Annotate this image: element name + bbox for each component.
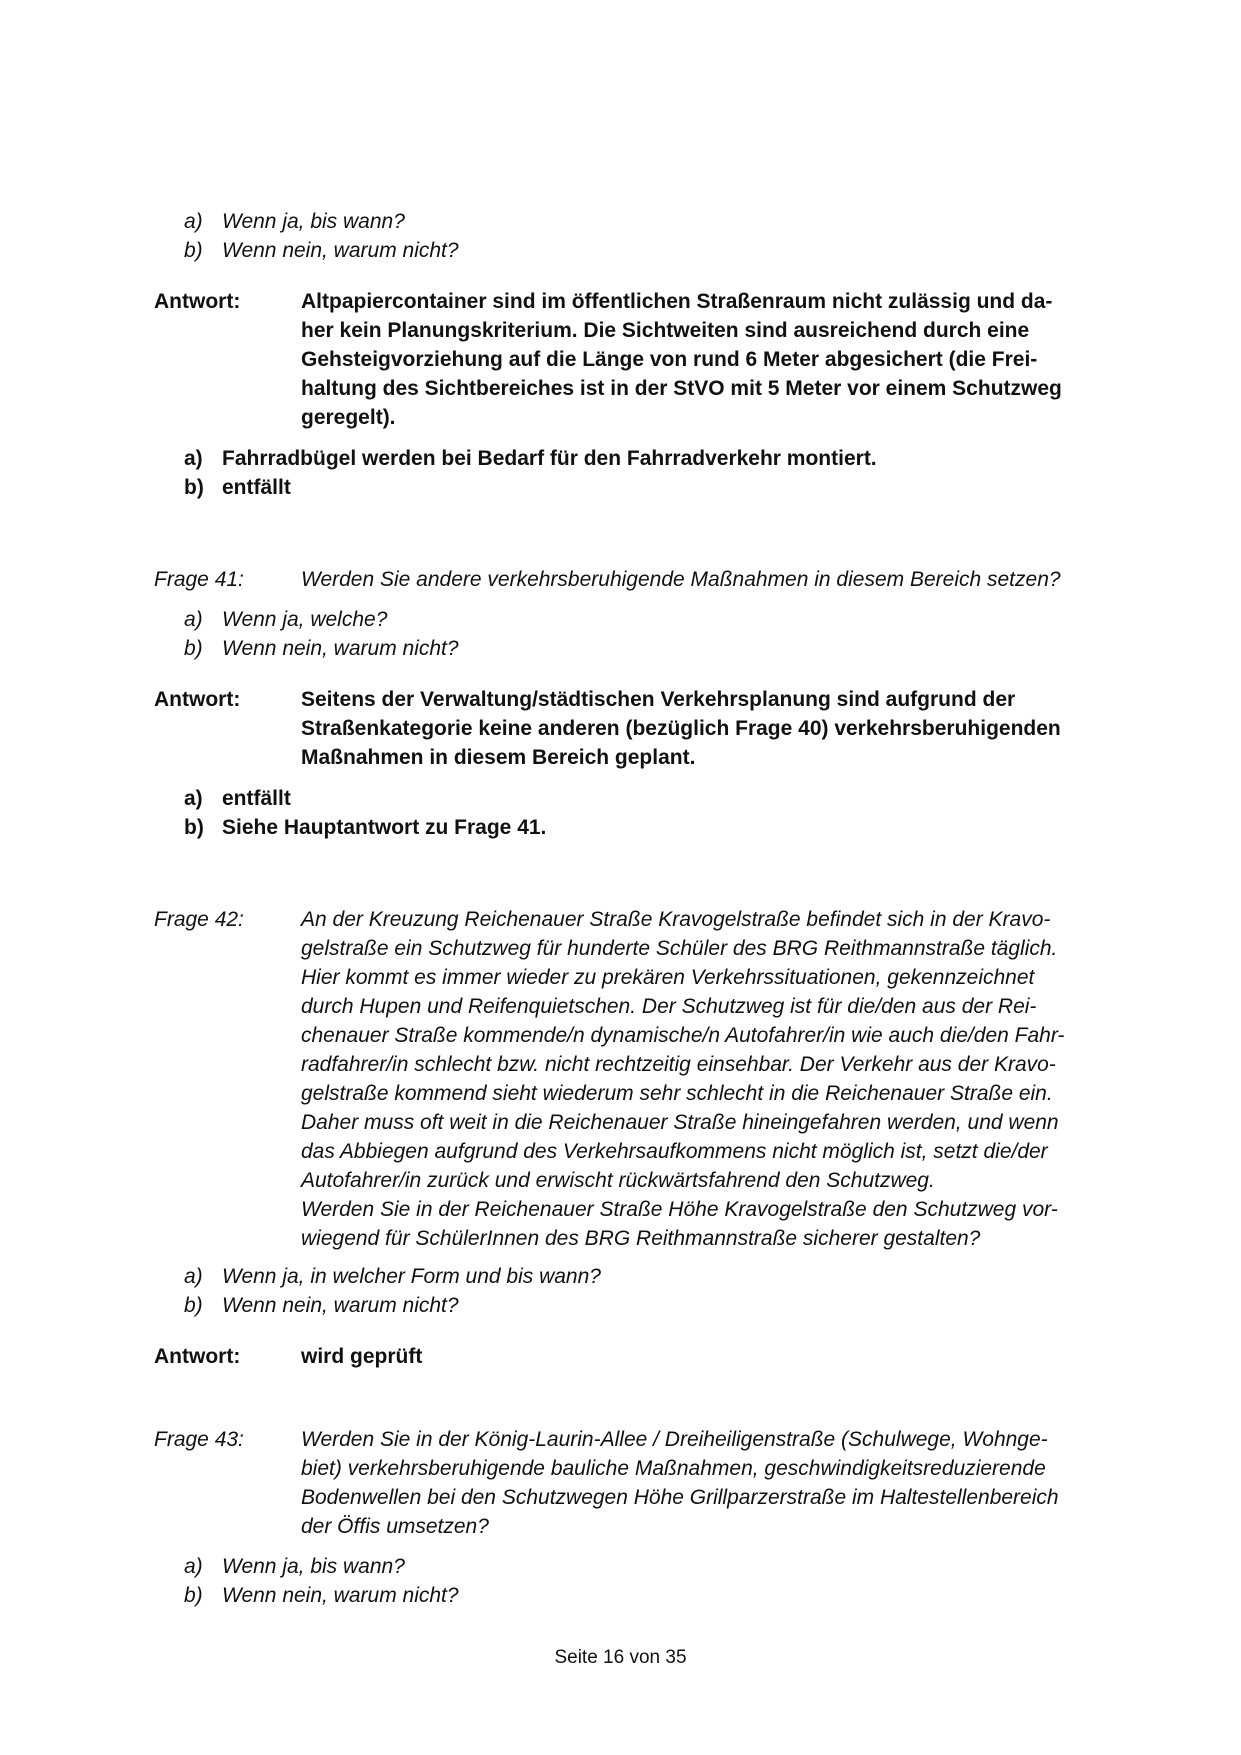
question-sub-list [184, 1552, 1084, 1610]
list-item: a) entfällt [184, 787, 291, 810]
question-text: An der Kreuzung Reichenauer Straße Kravogelstraße befindet sich in der Kravo- gelstraße ein Schutzweg für hunderte Schüler des BRG Reithmannstraße täglich. Hier kommt es immer wieder zu prekären Verkehrssituationen, gekennzeichnet durch Hupen und Reifenquietschen. Der Schutzweg ist für die/den aus der Rei- chenauer Straße kommende/n dynamische/n Autofahrer/in wie auch die/den Fahr- radfahrer/in schlecht bzw. nicht rechtzeitig einsehbar. Der Verkehr aus der Kravo- gelstraße kommend sieht wiederum sehr schlecht in die Reichenauer Straße ein. Daher muss oft weit in die Reichenauer Straße hineingefahren werden, und wenn das Abbiegen aufgrund des Verkehrsaufkommens nicht möglich ist, setzt die/der Autofahrer/in zurück und erwischt rückwärtsfahrend den Schutzweg. Werden Sie in der Reichenauer Straße Höhe Kravogelstraße den Schutzweg vor- wiegend für SchülerInnen des BRG Reithmannstraße sicherer gestalten? [301, 908, 1065, 1250]
list-item: b) Siehe Hauptantwort zu Frage 41. [184, 816, 547, 839]
answer-text: wird geprüft [301, 1345, 423, 1368]
list-item: b) Wenn nein, warum nicht? [184, 1584, 459, 1607]
top-sub-list [184, 207, 1084, 265]
question-text: Werden Sie in der König-Laurin-Allee / Dreiheiligenstraße (Schulwege, Wohnge- biet) verkehrsberuhigende bauliche Maßnahmen, geschwindigkeitsreduzierende Bodenwellen bei den Schutzwegen Höhe Grillparzerstraße im Haltestellenbereich der Öffis umsetzen? [301, 1428, 1059, 1538]
answer-sub-list [184, 444, 1084, 502]
list-item: a) Wenn ja, bis wann? [184, 210, 405, 233]
list-item: b) Wenn nein, warum nicht? [184, 1294, 459, 1317]
list-item: b) Wenn nein, warum nicht? [184, 637, 459, 660]
answer-label: Antwort: [154, 688, 241, 711]
question-label: Frage 41: [154, 568, 244, 591]
list-item: b) entfällt [184, 476, 291, 499]
list-item: a) Wenn ja, bis wann? [184, 1555, 405, 1578]
answer-label: Antwort: [154, 1345, 241, 1368]
question-text: Werden Sie andere verkehrsberuhigende Maßnahmen in diesem Bereich setzen? [301, 568, 1061, 591]
question-label: Frage 43: [154, 1428, 244, 1451]
answer-label: Antwort: [154, 290, 241, 313]
list-item: a) Wenn ja, welche? [184, 608, 388, 631]
list-item: a) Fahrradbügel werden bei Bedarf für den Fahrradverkehr montiert. [184, 447, 877, 470]
list-item: b) Wenn nein, warum nicht? [184, 239, 459, 262]
question-label: Frage 42: [154, 908, 244, 931]
answer-text: Seitens der Verwaltung/städtischen Verkehrsplanung sind aufgrund der Straßenkategorie keine anderen (bezüglich Frage 40) verkehrsberuhigenden Maßnahmen in diesem Bereich geplant. [301, 688, 1061, 769]
answer-sub-list [184, 784, 1084, 842]
list-item: a) Wenn ja, in welcher Form und bis wann? [184, 1265, 601, 1288]
question-sub-list [184, 1262, 1084, 1320]
page-number: Seite 16 von 35 [554, 1647, 687, 1668]
question-sub-list [184, 605, 1084, 663]
answer-text: Altpapiercontainer sind im öffentlichen Straßenraum nicht zulässig und da- her kein Planungskriterium. Die Sichtweiten sind ausreichend durch eine Gehsteigvorziehung auf die Länge von rund 6 Meter abgesichert (die Frei- haltung des Sichtbereiches ist in der StVO mit 5 Meter vor einem Schutzweg geregelt). [301, 290, 1062, 429]
